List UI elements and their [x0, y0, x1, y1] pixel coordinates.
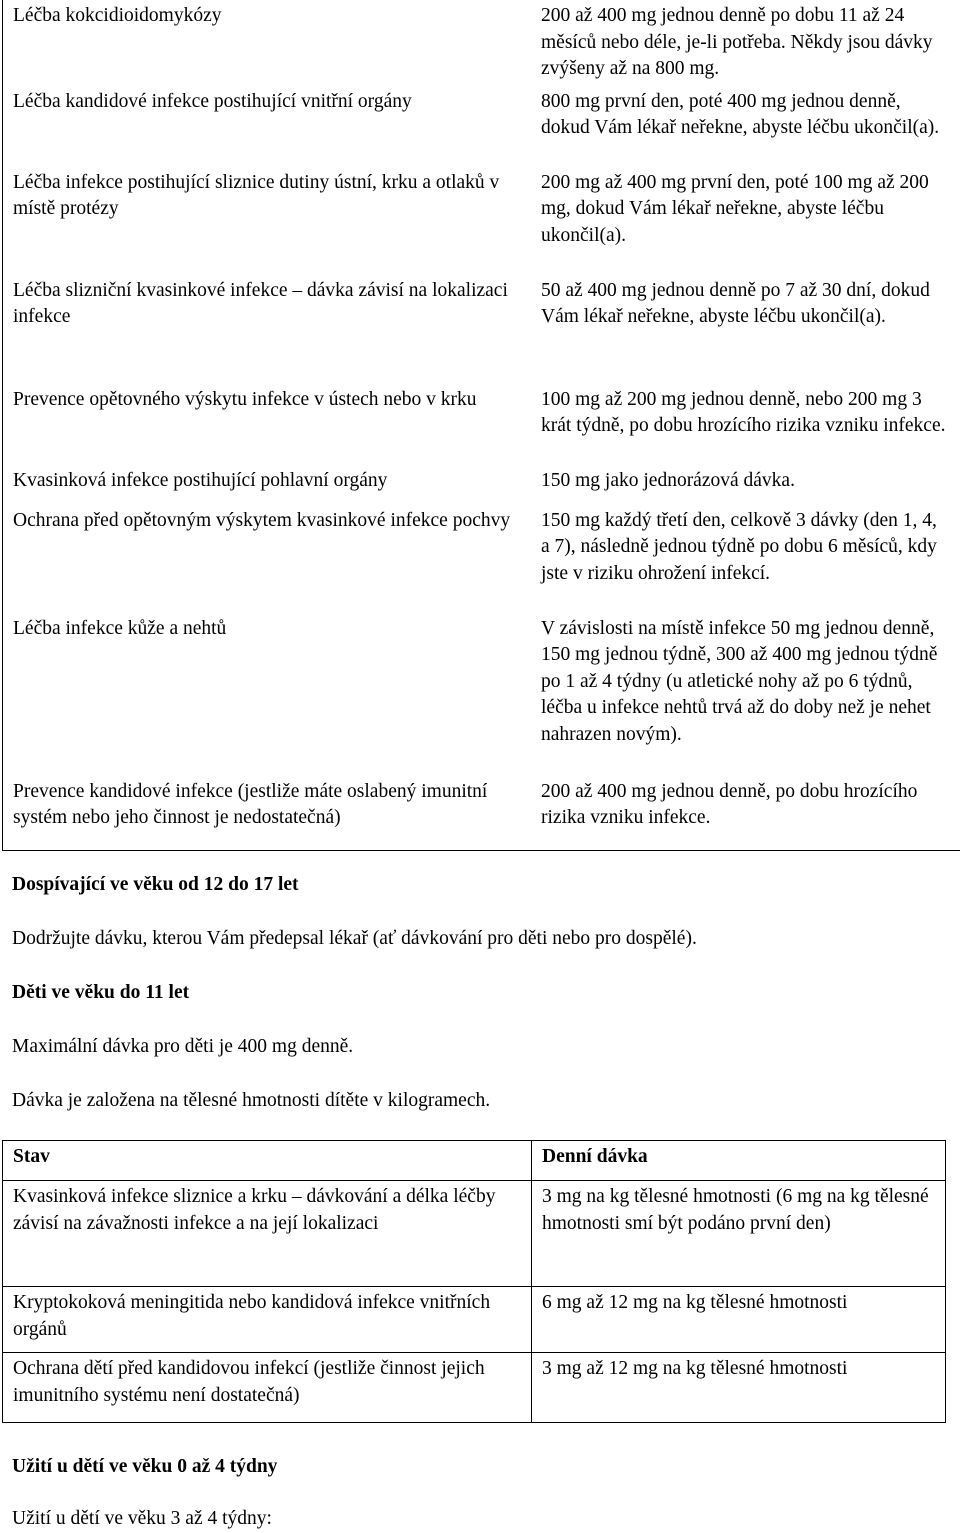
condition-cell: Kvasinková infekce sliznice a krku – dávkování a délka léčby závisí na závažnosti infekce a na její lokalizaci [3, 1181, 532, 1287]
table-row [3, 1181, 946, 1287]
table-row [3, 505, 960, 613]
table-row [3, 0, 960, 86]
condition-cell: Ochrana dětí před kandidovou infekcí (jestliže činnost jejich imunitního systému není dostatečná) [3, 1353, 532, 1423]
children-dosage-table [2, 1140, 946, 1423]
table-row [3, 613, 960, 776]
condition-cell: Kryptokoková meningitida nebo kandidová infekce vnitřních orgánů [3, 1287, 532, 1353]
table-row [3, 776, 960, 851]
dose-cell: 6 mg až 12 mg na kg tělesné hmotnosti [532, 1287, 946, 1353]
table-row [3, 1353, 946, 1423]
dose-cell: 200 až 400 mg jednou denně, po dobu hrozícího rizika vzniku infekce. [531, 776, 960, 851]
condition-cell: Léčba kandidové infekce postihující vnitřní orgány [3, 86, 532, 167]
dose-cell: V závislosti na místě infekce 50 mg jednou denně, 150 mg jednou týdně, 300 až 400 mg jednou týdně po 1 až 4 týdny (u atletické nohy až po 6 týdnů, léčba u infekce nehtů trvá až do doby než je nehet nahrazen novým). [531, 613, 960, 776]
condition-cell: Prevence kandidové infekce (jestliže máte oslabený imunitní systém nebo jeho činnost je nedostatečná) [3, 776, 532, 851]
dose-cell: 800 mg první den, poté 400 mg jednou denně, dokud Vám lékař neřekne, abyste léčbu ukončil(a). [531, 86, 960, 167]
table-header-row [3, 1141, 946, 1181]
table-row [3, 384, 960, 465]
dose-cell: 150 mg jako jednorázová dávka. [531, 465, 960, 505]
infants-subheading-text: Užití u dětí ve věku 3 až 4 týdny: [12, 1506, 272, 1533]
condition-cell: Kvasinková infekce postihující pohlavní orgány [3, 465, 532, 505]
dose-cell: 3 mg až 12 mg na kg tělesné hmotnosti [532, 1353, 946, 1423]
dose-cell: 150 mg každý třetí den, celkově 3 dávky (den 1, 4, a 7), následně jednou týdně po dobu 6 měsíců, kdy jste v riziku ohrožení infekcí. [531, 505, 960, 613]
table-row [3, 1287, 946, 1353]
teens-dosage-text: Dodržujte dávku, kterou Vám předepsal lékař (ať dávkování pro děti nebo pro dospělé). [12, 926, 697, 953]
dose-cell: 50 až 400 mg jednou denně po 7 až 30 dní, dokud Vám lékař neřekne, abyste léčbu ukončil(a). [531, 275, 960, 384]
condition-cell: Léčba infekce postihující sliznice dutiny ústní, krku a otlaků v místě protézy [3, 167, 532, 275]
condition-cell: Léčba kokcidioidomykózy [3, 0, 532, 86]
condition-cell: Prevence opětovného výskytu infekce v ústech nebo v krku [3, 384, 532, 465]
dose-cell: 200 až 400 mg jednou denně po dobu 11 až 24 měsíců nebo déle, je-li potřeba. Někdy jsou dávky zvýšeny až na 800 mg. [531, 0, 960, 86]
column-header-condition: Stav [3, 1141, 532, 1181]
section-heading-children: Děti ve věku do 11 let [12, 980, 189, 1007]
condition-cell: Léčba infekce kůže a nehtů [3, 613, 532, 776]
children-dosage-table-body [3, 1141, 946, 1423]
condition-cell: Ochrana před opětovným výskytem kvasinkové infekce pochvy [3, 505, 532, 613]
section-heading-teens: Dospívající ve věku od 12 do 17 let [12, 872, 299, 899]
adult-dosage-table [2, 0, 960, 851]
children-max-dose-text: Maximální dávka pro děti je 400 mg denně. [12, 1034, 353, 1061]
dose-cell: 200 mg až 400 mg první den, poté 100 mg až 200 mg, dokud Vám lékař neřekne, abyste léčbu ukončil(a). [531, 167, 960, 275]
column-header-dose: Denní dávka [532, 1141, 946, 1181]
dose-cell: 3 mg na kg tělesné hmotnosti (6 mg na kg tělesné hmotnosti smí být podáno první den) [532, 1181, 946, 1287]
section-heading-infants: Užití u dětí ve věku 0 až 4 týdny [12, 1454, 277, 1481]
table-row [3, 275, 960, 384]
children-weight-text: Dávka je založena na tělesné hmotnosti dítěte v kilogramech. [12, 1088, 490, 1115]
table-row [3, 86, 960, 167]
dose-cell: 100 mg až 200 mg jednou denně, nebo 200 mg 3 krát týdně, po dobu hrozícího rizika vzniku infekce. [531, 384, 960, 465]
table-row [3, 167, 960, 275]
condition-cell: Léčba slizniční kvasinkové infekce – dávka závisí na lokalizaci infekce [3, 275, 532, 384]
adult-dosage-table-body [3, 0, 960, 851]
table-row [3, 465, 960, 505]
